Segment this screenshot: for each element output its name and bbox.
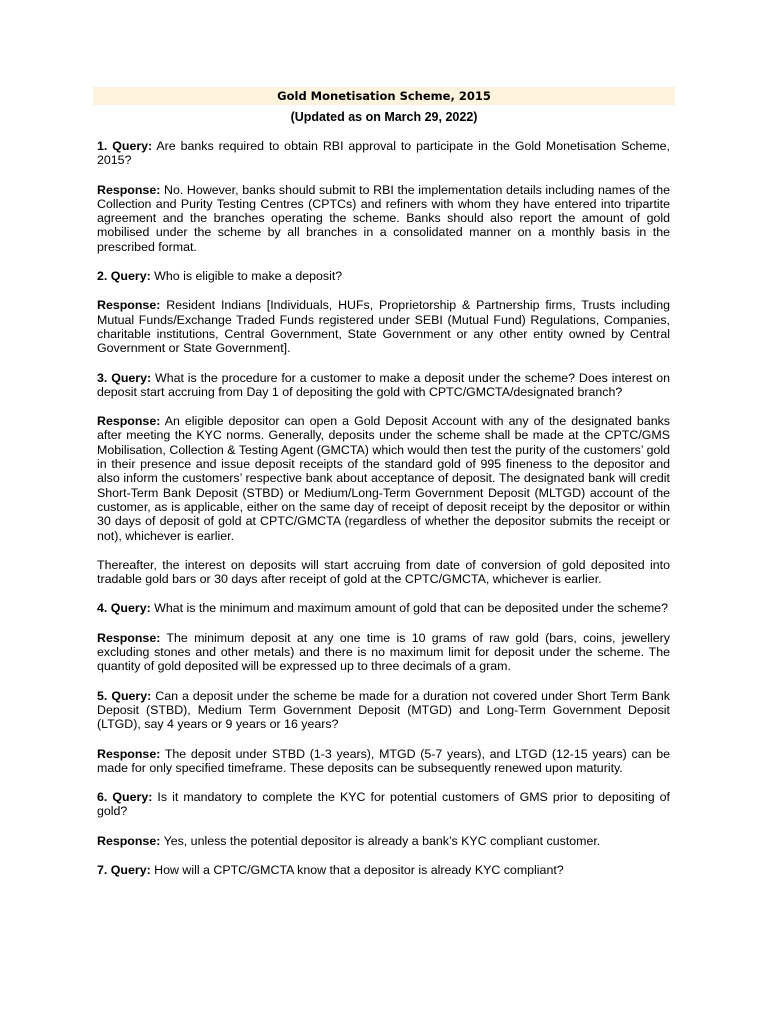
paragraph-text: What is the minimum and maximum amount of gold that can be deposited under the scheme? [150,601,668,616]
document-subtitle: (Updated as on March 29, 2022) [290,110,478,124]
paragraph-text: Resident Indians [Individuals, HUFs, Proprietorship & Partnership firms, Trusts including Mutual Funds/Exchange Traded Funds registered under SEBI (Mutual Fund) Regulations, Companies, charitable institutions, Central Government, State Government or any other entity owned by Central Government or State Government]. [97,298,670,356]
paragraph-lead: 7. Query: [97,862,151,877]
paragraph-text: The deposit under STBD (1-3 years), MTGD (5-7 years), and LTGD (12-15 years) can be made for only specified timeframe. These deposits can be subsequently renewed upon maturity. [97,746,670,775]
paragraph-lead: Response: [97,630,161,645]
paragraph-text: No. However, banks should submit to RBI the implementation details including names of the Collection and Purity Testing Centres (CPTCs) and refiners with whom they have entered into tripartite agreement and the branches operating the scheme. Banks should also report the amount of gold mobilised under the scheme by all branches in a consolidated manner on a monthly basis in the prescribed format. [97,182,670,254]
paragraph-q4 [97,601,670,615]
paragraph-text: Are banks required to obtain RBI approval to participate in the Gold Monetisation Scheme, 2015? [97,139,670,168]
paragraph-r6 [97,834,670,848]
paragraph-lead: Response: [97,746,161,761]
paragraph-r3-continued [97,558,670,587]
paragraph-lead: Response: [97,414,161,429]
paragraph-lead: Response: [97,833,161,848]
paragraph-lead: Response: [97,182,161,197]
paragraph-text: The minimum deposit at any one time is 10 grams of raw gold (bars, coins, jewellery excluding stones and other metals) and there is no maximum limit for deposit under the scheme. The quantity of gold deposited will be expressed up to three decimals of a gram. [97,630,670,674]
paragraph-r3 [97,414,670,543]
paragraph-lead: 5. Query: [97,688,152,703]
paragraph-text: Thereafter, the interest on deposits will start accruing from date of conversion of gold deposited into tradable gold bars or 30 days after receipt of gold at the CPTC/GMCTA, whichever is earlier. [97,557,670,587]
document-title: Gold Monetisation Scheme, 2015 [277,89,491,103]
document-body [97,139,670,892]
paragraph-lead: 4. Query: [97,601,151,616]
paragraph-q6 [97,790,670,819]
paragraph-q2 [97,269,670,283]
paragraph-text: What is the procedure for a customer to make a deposit under the scheme? Does interest on deposit start accruing from Day 1 of depositing the gold with CPTC/GMCTA/designated branch? [97,370,670,399]
paragraph-text: Is it mandatory to complete the KYC for potential customers of GMS prior to depositing of gold? [97,790,670,819]
paragraph-text: Can a deposit under the scheme be made for a duration not covered under Short Term Bank Deposit (STBD), Medium Term Government Deposit (MTGD) and Long-Term Government Deposit (LTGD), say 4 years or 9 years or 16 years? [97,688,670,732]
paragraph-q1 [97,139,670,168]
paragraph-text: Yes, unless the potential depositor is already a bank’s KYC compliant customer. [160,833,601,848]
paragraph-r2 [97,298,670,355]
paragraph-lead: Response: [97,298,161,313]
paragraph-r4 [97,631,670,674]
paragraph-lead: 3. Query: [97,370,152,385]
paragraph-q7 [97,863,670,877]
paragraph-lead: 2. Query: [97,269,151,284]
paragraph-text: Who is eligible to make a deposit? [150,269,343,284]
paragraph-lead: 1. Query: [97,139,153,153]
paragraph-q3 [97,371,670,400]
paragraph-q5 [97,689,670,732]
paragraph-lead: 6. Query: [97,790,153,805]
paragraph-text: How will a CPTC/GMCTA know that a depositor is already KYC compliant? [150,862,564,877]
paragraph-r5 [97,747,670,776]
paragraph-text: An eligible depositor can open a Gold Deposit Account with any of the designated banks after meeting the KYC norms. Generally, deposits under the scheme shall be made at the CPTC/GMS Mobilisation, Collection & Testing Agent (GMCTA) which would then test the purity of the customers’ gold in their presence and issue deposit receipts of the standard gold of 995 fineness to the depositor and also inform the customers’ respective bank about acceptance of deposit. The designated bank will credit Short-Term Bank Deposit (STBD) or Medium/Long-Term Government Deposit (MLTGD) account of the customer, as is applicable, either on the same day of receipt of deposit receipt by the depositor or within 30 days of deposit of gold at CPTC/GMCTA (regardless of whether the depositor submits the receipt or not), whichever is earlier. [97,414,670,543]
paragraph-r1 [97,183,670,254]
